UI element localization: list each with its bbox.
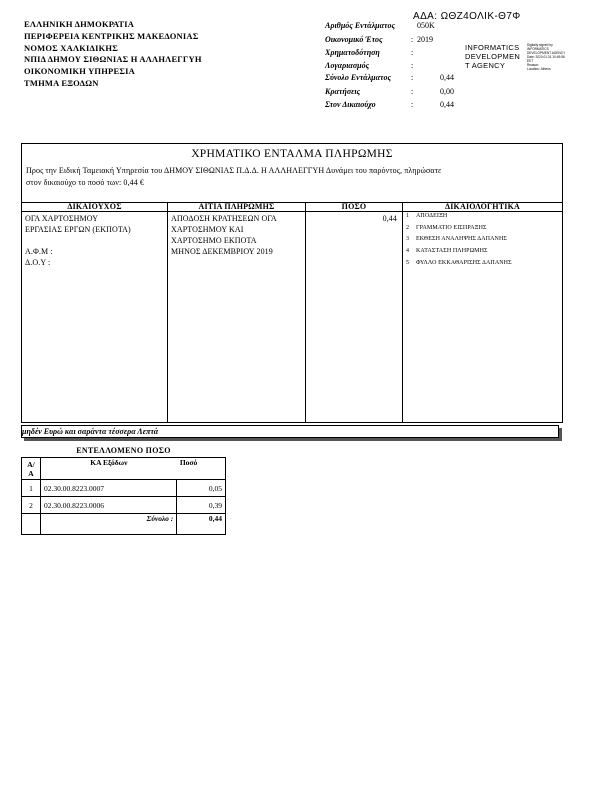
intro-line: στον δικαιούχο το ποσό των: 0,44 € — [26, 178, 144, 187]
document-name: ΚΑΤΑΣΤΑΣΗ ΠΛΗΡΩΜΗΣ — [416, 248, 488, 255]
document-number: 1 — [406, 213, 410, 219]
total-label: Σύνολο : — [41, 514, 177, 535]
column-header-amount: ΠΟΣΟ — [341, 202, 367, 211]
payment-reason-cell — [171, 213, 277, 257]
column-divider — [402, 202, 403, 423]
meta-label: Κρατήσεις — [325, 87, 361, 96]
meta-value: 0,00 — [440, 87, 454, 96]
meta-label: Χρηματοδότηση — [325, 48, 380, 57]
order-intro — [26, 165, 560, 189]
meta-label: Στον Δικαιούχο — [325, 100, 376, 109]
signature-detail-line: EET — [527, 59, 534, 63]
table-header-row — [22, 458, 226, 480]
meta-colon: : — [411, 73, 414, 82]
documents-list — [406, 211, 512, 270]
document-name: ΦΥΛΛΟ ΕΚΚΑΘΑΡΙΣΗΣ ΔΑΠΑΝΗΣ — [416, 259, 512, 266]
ada-code: ΑΔΑ: ΩΘΖ4ΟΛΙΚ-Θ7Φ — [413, 11, 521, 22]
signature-detail-line: Reason: — [527, 63, 539, 67]
beneficiary-name: ΕΡΓΑΣΙΑΣ ΕΡΓΩΝ (ΕΚΠΟΤΑ) — [25, 225, 131, 234]
signature-detail-line: DEVELOPMENT AGENCY — [527, 51, 566, 55]
document-name: ΓΡΑΜΜΑΤΙΟ ΕΙΣΠΡΑΞΗΣ — [416, 224, 487, 231]
header-code: ΚΑ Εξόδων — [41, 458, 177, 480]
document-item — [406, 258, 512, 270]
logo-line: DEVELOPMEN — [465, 52, 521, 61]
signature-logo — [465, 43, 520, 70]
meta-colon: : — [411, 35, 414, 44]
organization-header — [24, 19, 202, 90]
table-row — [22, 480, 226, 497]
signature-detail-line: Date: 2020.01.31 10:49:56 — [527, 55, 565, 59]
signature-detail-line: INFORMATICS — [527, 47, 549, 51]
document-number: 4 — [406, 248, 410, 255]
row-code: 02.30.00.8223.0006 — [41, 497, 177, 514]
document-number: 5 — [406, 259, 410, 266]
document-name: ΕΚΘΕΣΗ ΑΝΑΛΗΨΗΣ ΔΑΠΑΝΗΣ — [416, 236, 507, 243]
document-item — [406, 234, 512, 246]
org-line: ΤΜΗΜΑ ΕΞΟΔΩΝ — [24, 77, 99, 88]
meta-colon: : — [411, 48, 414, 57]
document-item — [406, 246, 512, 258]
signature-detail-line: Location: Athens — [527, 67, 551, 71]
meta-colon: : — [411, 61, 414, 70]
beneficiary-cell — [25, 213, 131, 268]
order-meta — [325, 21, 465, 116]
column-header-beneficiary: ΔΙΚΑΙΟΥΧΟΣ — [67, 202, 122, 211]
org-line: ΠΕΡΙΦΕΡΕΙΑ ΚΕΝΤΡΙΚΗΣ ΜΑΚΕΔΟΝΙΑΣ — [24, 30, 199, 41]
amount-cell: 0,44 — [382, 214, 397, 223]
column-header-reason: ΑΙΤΙΑ ΠΛΗΡΩΜΗΣ — [198, 202, 275, 211]
intro-line: Προς την Ειδική Ταμειακή Υπηρεσία του ΔΗΜΟΥ ΣΙΘΩΝΙΑΣ Π.Δ.Δ. Η ΑΛΛΗΛΕΓΓΥΗ Δυνάμει του παρόντος, πληρώσατε — [26, 166, 442, 175]
meta-label: Οικονομικό Έτος — [325, 35, 383, 44]
org-line: ΝΠΙΔ ΔΗΜΟΥ ΣΙΘΩΝΙΑΣ Η ΑΛΛΗΛΕΓΓΥΗ — [24, 54, 202, 65]
document-name: ΑΠΟΔΕΙΞΗ — [416, 213, 448, 219]
amount-words-bar — [21, 425, 559, 438]
reason-line: ΧΑΡΤΟΣΗΜΟΥ ΚΑΙ — [171, 225, 244, 234]
reason-line: ΜΗΝΟΣ ΔΕΚΕΜΒΡΙΟΥ 2019 — [171, 247, 273, 256]
logo-line: INFORMATICS — [465, 43, 520, 52]
meta-colon: : — [411, 100, 414, 109]
meta-label: Αριθμός Εντάλματος — [325, 21, 396, 30]
payment-order-box — [21, 143, 563, 423]
reason-line: ΑΠΟΔΟΣΗ ΚΡΑΤΗΣΕΩΝ ΟΓΑ — [171, 214, 277, 223]
meta-colon: : — [411, 87, 414, 96]
document-item — [406, 211, 512, 223]
org-line: ΕΛΛΗΝΙΚΗ ΔΗΜΟΚΡΑΤΙΑ — [24, 19, 135, 29]
row-aa: 2 — [22, 497, 41, 514]
reason-line: ΧΑΡΤΟΣΗΜΟ ΕΚΠΟΤΑ — [171, 236, 257, 245]
org-line: ΟΙΚΟΝΟΜΙΚΗ ΥΠΗΡΕΣΙΑ — [24, 66, 135, 77]
meta-label: Λογαριασμός — [325, 61, 370, 70]
header-aa: Α/Α — [22, 458, 41, 480]
signature-details — [527, 43, 565, 71]
column-divider — [167, 202, 168, 423]
row-code: 02.30.00.8223.0007 — [41, 480, 177, 497]
document-number: 2 — [406, 224, 410, 231]
beneficiary-doy: Δ.Ο.Υ : — [25, 258, 51, 267]
amount-in-words: μηδέν Ευρώ και σαράντα τέσσερα Λεπτά — [22, 427, 159, 436]
signature-detail-line: Digitally signed by — [527, 43, 553, 47]
order-title: ΧΡΗΜΑΤΙΚΟ ΕΝΤΑΛΜΑ ΠΛΗΡΩΜΗΣ — [191, 148, 393, 160]
column-divider — [305, 202, 306, 423]
beneficiary-name: ΟΓΑ ΧΑΡΤΟΣΗΜΟΥ — [25, 214, 99, 223]
org-line: ΝΟΜΟΣ ΧΑΛΚΙΔΙΚΗΣ — [24, 42, 118, 53]
breakdown-table — [21, 457, 226, 535]
meta-value: 2019 — [417, 35, 433, 44]
meta-label: Σύνολο Εντάλματος — [325, 73, 392, 82]
breakdown-title: ΕΝΤΕΛΛΟΜΕΝΟ ΠΟΣΟ — [76, 446, 171, 455]
meta-value: 0,44 — [440, 73, 454, 82]
document-number: 3 — [406, 236, 410, 243]
total-amount: 0,44 — [177, 514, 226, 535]
column-header-documents: ΔΙΚΑΙΟΛΟΓΗΤΙΚΑ — [445, 202, 520, 211]
meta-value: 050Κ — [417, 21, 435, 30]
header-amount: Ποσό — [177, 458, 226, 480]
row-amount: 0,05 — [177, 480, 226, 497]
table-row — [22, 497, 226, 514]
document-item — [406, 223, 512, 235]
meta-value: 0,44 — [440, 100, 454, 109]
beneficiary-afm: Α.Φ.Μ : — [25, 247, 53, 256]
table-total-row — [22, 514, 226, 535]
row-amount: 0,39 — [177, 497, 226, 514]
logo-line: T AGENCY — [465, 61, 506, 70]
row-aa: 1 — [22, 480, 41, 497]
